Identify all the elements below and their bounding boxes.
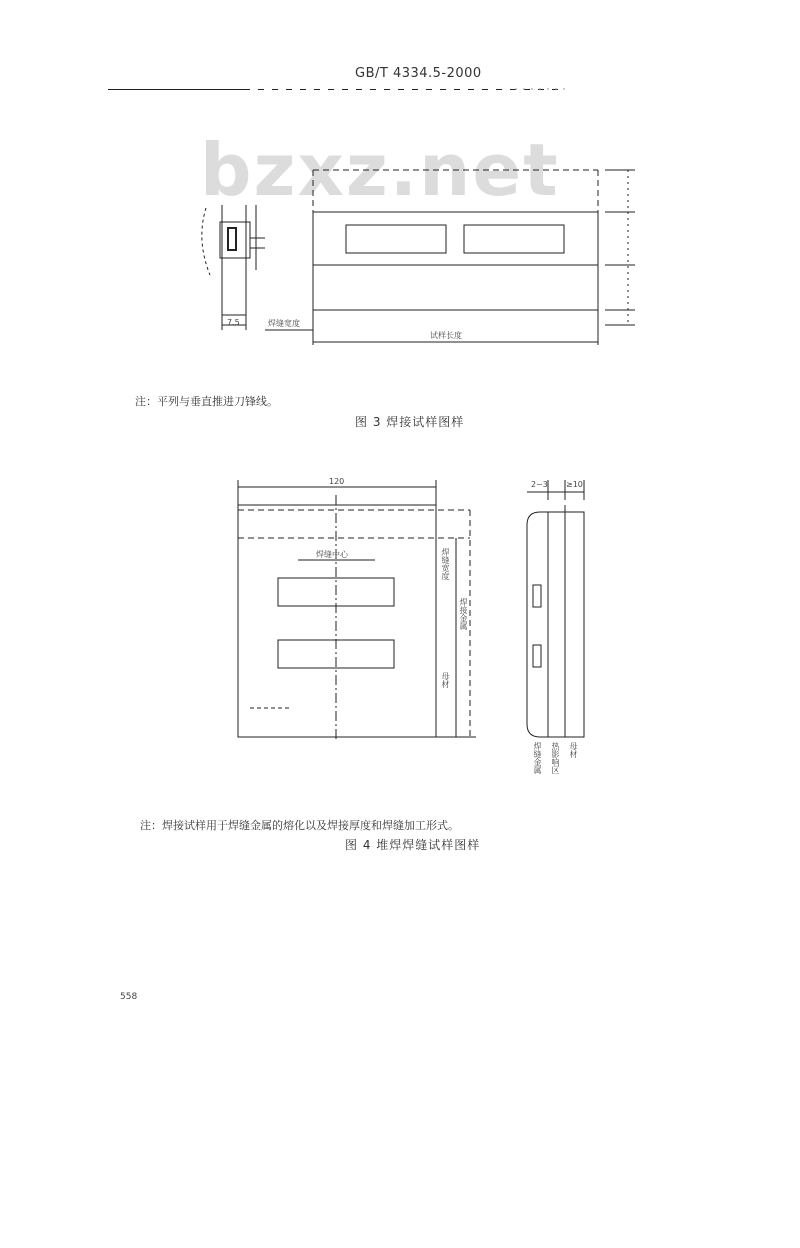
figure3-left-dim: 7.5 xyxy=(227,318,240,327)
figure4-caption: 图 4 堆焊焊缝试样图样 xyxy=(345,838,481,852)
figure4-top-dim: 120 xyxy=(329,477,345,486)
figure3-note: 注：平列与垂直推进刀锋线。 xyxy=(135,395,278,408)
figure4-side-dim-2: ≥10 xyxy=(566,480,583,489)
figure3-bottom-label: 试样长度 xyxy=(430,331,462,340)
figure3-caption: 图 3 焊接试样图样 xyxy=(355,415,465,429)
figure4-right-label-top: 焊缝宽度 xyxy=(441,548,450,580)
page-number: 558 xyxy=(120,992,138,1002)
figure3-width-label: 焊缝宽度 xyxy=(268,319,300,328)
figure4-note: 注：焊接试样用于焊缝金属的熔化以及焊接厚度和焊缝加工形式。 xyxy=(140,819,459,832)
figure4-weld-label: 焊缝中心 xyxy=(316,550,348,559)
figure4-right-label-mid: 焊接金属 xyxy=(459,598,468,630)
figure4-side-bottom-2: 热影响区 xyxy=(551,742,560,774)
figure4-side-bottom-3: 母材 xyxy=(569,742,578,758)
watermark: bzxz.net xyxy=(200,128,560,212)
figure4-side-dim-1: 2~3 xyxy=(531,480,548,489)
figure4-side-bottom-1: 焊缝金属 xyxy=(533,742,542,774)
figure4-right-label-bottom: 母材 xyxy=(441,672,450,688)
standard-number: GB/T 4334.5-2000 xyxy=(355,66,482,81)
